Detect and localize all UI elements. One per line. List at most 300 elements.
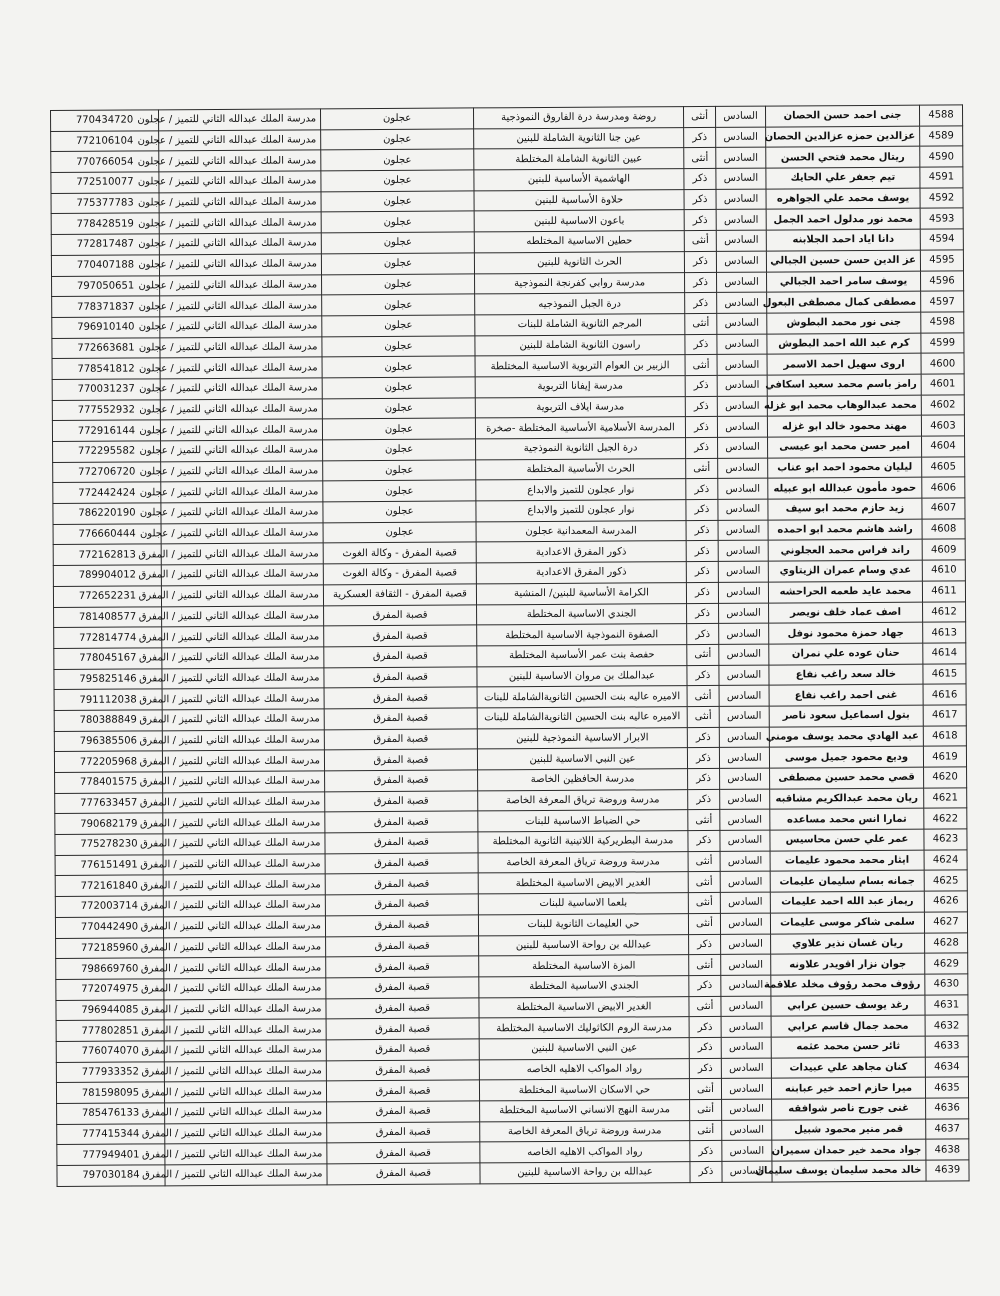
seat-number-cell: 772510077	[51, 172, 159, 193]
school-name-cell: عبدالله بن رواحة الاساسية للبنين	[480, 1162, 690, 1184]
gender-cell: أنثى	[689, 955, 721, 976]
gender-cell: ذكر	[684, 210, 716, 231]
gender-cell: أنثى	[689, 996, 721, 1017]
directorate-cell: عجلون	[321, 211, 474, 233]
gender-cell: ذكر	[684, 251, 716, 272]
directorate-cell: عجلون	[323, 522, 476, 544]
school-name-cell: المزة الاساسية المختلطة	[479, 955, 689, 977]
seat-number-cell: 795825146	[54, 668, 162, 689]
directorate-cell: عجلون	[321, 232, 474, 254]
grade-cell: السادس	[722, 1140, 772, 1161]
gender-cell: ذكر	[685, 272, 717, 293]
school-name-cell: الحرث الأساسية المختلطة	[476, 458, 686, 480]
seat-number-cell: 772916144	[52, 420, 160, 441]
exam-center-cell: مدرسة الملك عبدالله الثاني للتميز / عجلون	[159, 212, 321, 234]
exam-center-cell: مدرسة الملك عبدالله الثاني للتميز / المفرق	[162, 667, 324, 689]
exam-center-cell: مدرسة الملك عبدالله الثاني للتميز / المفرق	[165, 1102, 327, 1124]
row-number-cell: 4626	[924, 891, 967, 912]
exam-center-cell: مدرسة الملك عبدالله الثاني للتميز / عجلون	[159, 130, 321, 152]
student-name-cell: اصف عماد خلف نويصر	[769, 602, 923, 624]
gender-cell: ذكر	[684, 127, 716, 148]
directorate-cell: قصبة المفرق - وكالة الغوث	[323, 563, 476, 585]
exam-center-cell: مدرسة الملك عبدالله الثاني للتميز / المفرق	[162, 729, 324, 751]
exam-center-cell: مدرسة الملك عبدالله الثاني للتميز / المفرق	[163, 833, 325, 855]
student-name-cell: جنى نور محمد البطوش	[767, 312, 921, 334]
grade-cell: السادس	[721, 954, 771, 975]
student-name-cell: قمر منير محمود شبيل	[772, 1119, 926, 1141]
directorate-cell: قصبة المفرق	[324, 687, 477, 709]
row-number-cell: 4639	[926, 1160, 969, 1181]
student-name-cell: ليليان محمود احمد ابو عناب	[768, 457, 922, 479]
row-number-cell: 4623	[924, 829, 967, 850]
directorate-cell: عجلون	[323, 501, 476, 523]
row-number-cell: 4634	[925, 1057, 968, 1078]
seat-number-cell: 770442490	[55, 917, 163, 938]
school-name-cell: درة الجبل الثانوية النموذجية	[476, 438, 686, 460]
grade-cell: السادس	[716, 251, 766, 272]
gender-cell: ذكر	[686, 541, 718, 562]
gender-cell: ذكر	[689, 975, 721, 996]
directorate-cell: قصبة المفرق	[324, 729, 477, 751]
seat-number-cell: 777552932	[52, 399, 160, 420]
directorate-cell: عجلون	[322, 294, 475, 316]
directorate-cell: قصبة المفرق	[324, 625, 477, 647]
student-name-cell: وديع محمود جميل موسى	[769, 746, 923, 768]
gender-cell: ذكر	[690, 1161, 722, 1182]
student-name-cell: رغد يوسف حسين عرابي	[771, 995, 925, 1017]
directorate-cell: عجلون	[321, 191, 474, 213]
seat-number-cell: 772205968	[54, 751, 162, 772]
exam-center-cell: مدرسة الملك عبدالله الثاني للتميز / المفرق	[161, 564, 323, 586]
student-name-cell: جواد محمد خير حمدان سميران	[772, 1140, 926, 1162]
directorate-cell: قصبة المفرق	[325, 832, 478, 854]
student-name-cell: حنان عوده علي نمران	[769, 643, 923, 665]
directorate-cell: قصبة المفرق	[326, 1060, 479, 1082]
school-name-cell: عبدالملك بن مروان الاساسية للبنين	[477, 665, 687, 687]
student-name-cell: كنان مجاهد علي عبيدات	[771, 1057, 925, 1079]
gender-cell: ذكر	[686, 562, 718, 583]
seat-number-cell: 796385506	[54, 730, 162, 751]
student-name-cell: سلمى شاكر موسى عليمات	[770, 912, 924, 934]
row-number-cell: 4638	[926, 1139, 969, 1160]
seat-number-cell: 791112038	[54, 689, 162, 710]
school-name-cell: مدرسة الروم الكاثوليك الاساسية المختلطة	[479, 1017, 689, 1039]
grade-cell: السادس	[720, 830, 770, 851]
directorate-cell: قصبة المفرق	[326, 956, 479, 978]
seat-number-cell: 772161840	[55, 875, 163, 896]
seat-number-cell: 777415344	[57, 1124, 165, 1145]
row-number-cell: 4630	[925, 974, 968, 995]
seat-number-cell: 772652231	[53, 586, 161, 607]
grade-cell: السادس	[719, 665, 769, 686]
seat-number-cell: 790682179	[55, 813, 163, 834]
row-number-cell: 4596	[920, 270, 963, 291]
grade-cell: السادس	[720, 872, 770, 893]
student-name-cell: ريتال محمد فتحي الحسن	[766, 147, 920, 169]
grade-cell: السادس	[717, 416, 767, 437]
student-name-cell: ريان غسان نذير علاوي	[771, 933, 925, 955]
student-name-cell: خالد محمد سليمان يوسف سليمان	[772, 1160, 926, 1182]
row-number-cell: 4612	[923, 601, 966, 622]
seat-number-cell: 777802851	[56, 1020, 164, 1041]
student-name-cell: قصي محمد حسين مصطفى	[770, 767, 924, 789]
row-number-cell: 4601	[921, 374, 964, 395]
student-name-cell: راشد هاشم محمد ابو احمده	[768, 519, 922, 541]
exam-center-cell: مدرسة الملك عبدالله الثاني للتميز / عجلون	[161, 502, 323, 524]
row-number-cell: 4589	[920, 126, 963, 147]
exam-center-cell: مدرسة الملك عبدالله الثاني للتميز / المفرق	[165, 1164, 327, 1186]
directorate-cell: قصبة المفرق	[324, 749, 477, 771]
directorate-cell: قصبة المفرق - الثقافة العسكرية	[323, 584, 476, 606]
school-name-cell: حلاوة الأساسية للبنين	[474, 189, 684, 211]
seat-number-cell: 778045167	[54, 648, 162, 669]
row-number-cell: 4619	[923, 746, 966, 767]
directorate-cell: عجلون	[321, 253, 474, 275]
student-name-cell: عزالدين حمزه عزالدين الحصان	[766, 126, 920, 148]
gender-cell: أنثى	[690, 1120, 722, 1141]
exam-center-cell: مدرسة الملك عبدالله الثاني للتميز / عجلون	[161, 440, 323, 462]
row-number-cell: 4618	[923, 726, 966, 747]
grade-cell: السادس	[719, 644, 769, 665]
directorate-cell: قصبة المفرق	[326, 1080, 479, 1102]
grade-cell: السادس	[722, 1099, 772, 1120]
grade-cell: السادس	[716, 230, 766, 251]
seat-number-cell: 772162813	[53, 544, 161, 565]
exam-center-cell: مدرسة الملك عبدالله الثاني للتميز / عجلون	[159, 254, 321, 276]
directorate-cell: عجلون	[323, 480, 476, 502]
directorate-cell: عجلون	[322, 335, 475, 357]
grade-cell: السادس	[720, 768, 770, 789]
directorate-cell: قصبة المفرق	[325, 811, 478, 833]
row-number-cell: 4606	[922, 477, 965, 498]
gender-cell: أنثى	[684, 231, 716, 252]
grade-cell: السادس	[720, 809, 770, 830]
student-name-cell: بتول اسماعيل سعود ناصر	[769, 705, 923, 727]
row-number-cell: 4620	[924, 767, 967, 788]
student-name-cell: محمد عبدالوهاب محمد ابو غزله	[767, 395, 921, 417]
exam-center-cell: مدرسة الملك عبدالله الثاني للتميز / عجلون	[160, 295, 322, 317]
grade-cell: السادس	[716, 210, 766, 231]
grade-cell: السادس	[716, 168, 766, 189]
student-name-cell: مصطفى كمال مصطفى البعول	[767, 291, 921, 313]
row-number-cell: 4617	[923, 705, 966, 726]
row-number-cell: 4629	[925, 953, 968, 974]
student-name-cell: يوسف سامر احمد الجبالي	[767, 271, 921, 293]
seat-number-cell: 798669760	[56, 958, 164, 979]
grade-cell: السادس	[721, 1037, 771, 1058]
exam-center-cell: مدرسة الملك عبدالله الثاني للتميز / عجلون	[160, 398, 322, 420]
exam-center-cell: مدرسة الملك عبدالله الثاني للتميز / عجلون	[160, 357, 322, 379]
seat-number-cell: 777633457	[55, 793, 163, 814]
gender-cell: ذكر	[688, 768, 720, 789]
school-name-cell: المرجم الثانوية الشاملة للبنات	[475, 314, 685, 336]
gender-cell: ذكر	[690, 1141, 722, 1162]
grade-cell: السادس	[717, 334, 767, 355]
directorate-cell: قصبة المفرق	[326, 997, 479, 1019]
row-number-cell: 4592	[920, 188, 963, 209]
school-name-cell: رواد المواكب الاهليه الخاصه	[480, 1141, 690, 1163]
row-number-cell: 4608	[922, 519, 965, 540]
student-name-cell: ميرا حازم احمد خير عبابنه	[771, 1077, 925, 1099]
school-name-cell: عبين الثانوية الشاملة المختلطة	[474, 148, 684, 170]
grade-cell: السادس	[719, 706, 769, 727]
exam-center-cell: مدرسة الملك عبدالله الثاني للتميز / عجلون	[161, 481, 323, 503]
directorate-cell: قصبة المفرق	[326, 1018, 479, 1040]
seat-number-cell: 776151491	[55, 855, 163, 876]
directorate-cell: قصبة المفرق	[327, 1122, 480, 1144]
student-name-cell: رؤوف محمد رؤوف مخلد علاقمة	[771, 974, 925, 996]
school-name-cell: الصفوة النموذجية الاساسية المختلطة	[477, 624, 687, 646]
table-row	[57, 1160, 969, 1186]
school-name-cell: عين النبي الاساسية للبنين	[477, 748, 687, 770]
row-number-cell: 4588	[919, 105, 962, 126]
gender-cell: ذكر	[686, 437, 718, 458]
student-name-cell: جمانه بسام سليمان عليمات	[770, 871, 924, 893]
seat-number-cell: 778371837	[52, 296, 160, 317]
seat-number-cell: 770407188	[51, 255, 159, 276]
exam-center-cell: مدرسة الملك عبدالله الثاني للتميز / المفرق	[165, 1123, 327, 1145]
gender-cell: ذكر	[687, 624, 719, 645]
gender-cell: ذكر	[686, 520, 718, 541]
student-name-cell: عمر علي حسن محاسيس	[770, 829, 924, 851]
seat-number-cell: 781598095	[56, 1082, 164, 1103]
school-name-cell: المدرسة الأسلامية الأساسية المختلطة -صخرة	[475, 417, 685, 439]
row-number-cell: 4607	[922, 498, 965, 519]
school-name-cell: الاميره عاليه بنت الحسين الثانويةالشاملة للبنات	[477, 707, 687, 729]
grade-cell: السادس	[720, 892, 770, 913]
student-name-cell: كرم عبد الله احمد البطوش	[767, 333, 921, 355]
exam-center-cell: مدرسة الملك عبدالله الثاني للتميز / المفرق	[163, 812, 325, 834]
gender-cell: ذكر	[684, 168, 716, 189]
row-number-cell: 4599	[921, 332, 964, 353]
student-name-cell: اروى سهيل احمد الاسمر	[767, 353, 921, 375]
school-name-cell: الجندي الاساسية المختلطة	[477, 603, 687, 625]
exam-center-cell: مدرسة الملك عبدالله الثاني للتميز / المفرق	[163, 874, 325, 896]
row-number-cell: 4597	[921, 291, 964, 312]
grade-cell: السادس	[719, 727, 769, 748]
row-number-cell: 4614	[923, 643, 966, 664]
school-name-cell: مدرسة ايلاف التربوية	[475, 396, 685, 418]
grade-cell: السادس	[717, 272, 767, 293]
grade-cell: السادس	[718, 541, 768, 562]
gender-cell: ذكر	[687, 603, 719, 624]
school-name-cell: ذكور المفرق الاعدادية	[476, 562, 686, 584]
school-name-cell: نوار عجلون للتميز والابداع	[476, 500, 686, 522]
exam-center-cell: مدرسة الملك عبدالله الثاني للتميز / عجلون	[160, 378, 322, 400]
exam-center-cell: مدرسة الملك عبدالله الثاني للتميز / المفرق	[163, 771, 325, 793]
school-name-cell: حفصة بنت عمر الأساسية المختلطة	[477, 644, 687, 666]
seat-number-cell: 778428519	[51, 213, 159, 234]
row-number-cell: 4594	[920, 229, 963, 250]
student-name-cell: محمد نور مدلول احمد الجمل	[766, 209, 920, 231]
row-number-cell: 4635	[925, 1077, 968, 1098]
row-number-cell: 4624	[924, 850, 967, 871]
directorate-cell: قصبة المفرق	[327, 1163, 480, 1185]
row-number-cell: 4631	[925, 994, 968, 1015]
exam-center-cell: مدرسة الملك عبدالله الثاني للتميز / المفرق	[164, 1019, 326, 1041]
school-name-cell: عبدالله بن رواحة الاساسية للبنين	[479, 934, 689, 956]
row-number-cell: 4637	[926, 1119, 969, 1140]
directorate-cell: قصبة المفرق	[324, 708, 477, 730]
row-number-cell: 4622	[924, 808, 967, 829]
seat-number-cell: 772442424	[53, 482, 161, 503]
directorate-cell: قصبة المفرق	[324, 646, 477, 668]
directorate-cell: قصبة المفرق	[327, 1101, 480, 1123]
student-name-cell: تيم جعفر علي الحايك	[766, 167, 920, 189]
grade-cell: السادس	[718, 582, 768, 603]
gender-cell: أنثى	[688, 913, 720, 934]
gender-cell: ذكر	[686, 582, 718, 603]
seat-number-cell: 777933352	[56, 1061, 164, 1082]
grade-cell: السادس	[716, 148, 766, 169]
school-name-cell: مدرسة إيفانا التربوية	[475, 376, 685, 398]
school-name-cell: الكرامة الأساسية للبنين/ المنشية	[476, 582, 686, 604]
grade-cell: السادس	[719, 747, 769, 768]
grade-cell: السادس	[719, 623, 769, 644]
row-number-cell: 4610	[922, 560, 965, 581]
school-name-cell: الغدير الابيض الاساسية المختلطة	[479, 996, 689, 1018]
seat-number-cell: 777949401	[57, 1144, 165, 1165]
school-name-cell: باعون الاساسية للبنين	[474, 210, 684, 232]
seat-number-cell: 778541812	[52, 358, 160, 379]
student-name-cell: راند فراس محمد العجلوني	[768, 540, 922, 562]
gender-cell: ذكر	[688, 830, 720, 851]
grade-cell: السادس	[721, 975, 771, 996]
directorate-cell: عجلون	[322, 356, 475, 378]
directorate-cell: عجلون	[322, 398, 475, 420]
exam-center-cell: مدرسة الملك عبدالله الثاني للتميز / المفرق	[162, 688, 324, 710]
school-name-cell: الحرث الثانوية للبنين	[474, 251, 684, 273]
seat-number-cell: 770766054	[51, 151, 159, 172]
directorate-cell: قصبة المفرق - وكالة الغوث	[323, 542, 476, 564]
exam-center-cell: مدرسة الملك عبدالله الثاني للتميز / المفرق	[161, 543, 323, 565]
directorate-cell: قصبة المفرق	[325, 894, 478, 916]
gender-cell: ذكر	[685, 293, 717, 314]
student-name-cell: رامز باسم محمد سعيد اسكافي	[767, 374, 921, 396]
grade-cell: السادس	[722, 1120, 772, 1141]
row-number-cell: 4613	[923, 622, 966, 643]
row-number-cell: 4604	[922, 436, 965, 457]
exam-center-cell: مدرسة الملك عبدالله الثاني للتميز / المفرق	[164, 978, 326, 1000]
student-name-cell: جهاد حمزة محمود نوفل	[769, 622, 923, 644]
gender-cell: أنثى	[688, 893, 720, 914]
exam-center-cell: مدرسة الملك عبدالله الثاني للتميز / المفرق	[162, 647, 324, 669]
student-name-cell: غنى جورج ناصر شوافقه	[772, 1098, 926, 1120]
grade-cell: السادس	[721, 1016, 771, 1037]
grade-cell: السادس	[717, 354, 767, 375]
row-number-cell: 4616	[923, 684, 966, 705]
seat-number-cell: 785476133	[57, 1103, 165, 1124]
gender-cell: ذكر	[689, 1058, 721, 1079]
seat-number-cell: 778401575	[55, 772, 163, 793]
school-name-cell: مدرسة الحافظين الخاصة	[478, 769, 688, 791]
student-name-cell: محمد عايد طعمه الحراحشه	[768, 581, 922, 603]
school-name-cell: حطين الاساسية المختلطه	[474, 231, 684, 253]
seat-number-cell: 797050651	[52, 275, 160, 296]
directorate-cell: عجلون	[321, 149, 474, 171]
student-name-cell: محمد جمال قاسم عرابي	[771, 1015, 925, 1037]
student-name-cell: عبد الهادي محمد يوسف مومني	[769, 726, 923, 748]
grade-cell: السادس	[718, 437, 768, 458]
student-name-cell: غنى احمد راغب نفاع	[769, 684, 923, 706]
seat-number-cell: 772074975	[56, 979, 164, 1000]
directorate-cell: عجلون	[323, 439, 476, 461]
gender-cell: ذكر	[684, 189, 716, 210]
grade-cell: السادس	[722, 1161, 772, 1182]
seat-number-cell: 796944085	[56, 999, 164, 1020]
grade-cell: السادس	[717, 396, 767, 417]
row-number-cell: 4628	[925, 932, 968, 953]
row-number-cell: 4625	[924, 870, 967, 891]
directorate-cell: قصبة المفرق	[325, 873, 478, 895]
school-name-cell: عين النبي الاساسية للبنين	[479, 1038, 689, 1060]
seat-number-cell: 776660444	[53, 524, 161, 545]
grade-cell: السادس	[717, 375, 767, 396]
exam-center-cell: مدرسة الملك عبدالله الثاني للتميز / المفرق	[163, 916, 325, 938]
seat-number-cell: 770031237	[52, 379, 160, 400]
row-number-cell: 4602	[921, 395, 964, 416]
grade-cell: السادس	[720, 851, 770, 872]
gender-cell: أنثى	[687, 644, 719, 665]
row-number-cell: 4600	[921, 353, 964, 374]
row-number-cell: 4611	[922, 581, 965, 602]
exam-center-cell: مدرسة الملك عبدالله الثاني للتميز / المفرق	[163, 895, 325, 917]
row-number-cell: 4603	[921, 415, 964, 436]
school-name-cell: نوار عجلون للتميز والابداع	[476, 479, 686, 501]
seat-number-cell: 781408577	[54, 606, 162, 627]
student-name-cell: خالد سعد راغب نفاع	[769, 664, 923, 686]
roster-body	[51, 105, 970, 1186]
exam-center-cell: مدرسة الملك عبدالله الثاني للتميز / عجلون	[161, 523, 323, 545]
directorate-cell: قصبة المفرق	[325, 791, 478, 813]
row-number-cell: 4595	[920, 250, 963, 271]
student-name-cell: عز الدين حسن حسين الجبالي	[766, 250, 920, 272]
exam-center-cell: مدرسة الملك عبدالله الثاني للتميز / عجلون	[159, 150, 321, 172]
exam-center-cell: مدرسة الملك عبدالله الثاني للتميز / المفرق	[163, 792, 325, 814]
directorate-cell: قصبة المفرق	[324, 604, 477, 626]
directorate-cell: عجلون	[320, 108, 473, 130]
exam-center-cell: مدرسة الملك عبدالله الثاني للتميز / عجلون	[160, 274, 322, 296]
school-name-cell: مدرسة البطريركية اللاتينية الثانوية المختلطة	[478, 831, 688, 853]
directorate-cell: قصبة المفرق	[326, 935, 479, 957]
gender-cell: ذكر	[689, 1017, 721, 1038]
directorate-cell: قصبة المفرق	[326, 1039, 479, 1061]
seat-number-cell: 772817487	[51, 234, 159, 255]
student-name-cell: مهند محمود خالد ابو غزله	[767, 415, 921, 437]
directorate-cell: قصبة المفرق	[327, 1142, 480, 1164]
school-name-cell: الهاشمية الأساسية للبنين	[474, 169, 684, 191]
gender-cell: أنثى	[685, 313, 717, 334]
exam-center-cell: مدرسة الملك عبدالله الثاني للتميز / عجلون	[159, 192, 321, 214]
student-name-cell: ايثار محمد محمود عليمات	[770, 850, 924, 872]
student-name-cell: امير حسن محمد ابو عيسى	[768, 436, 922, 458]
grade-cell: السادس	[720, 789, 770, 810]
directorate-cell: عجلون	[322, 377, 475, 399]
school-name-cell: حي الاسكان الاساسية المختلطة	[479, 1079, 689, 1101]
gender-cell: أنثى	[688, 851, 720, 872]
school-name-cell: مدرسة النهج الانساني الاساسية المختلطة	[480, 1100, 690, 1122]
row-number-cell: 4591	[920, 167, 963, 188]
school-name-cell: الابرار الاساسية النموذجية للبنين	[477, 727, 687, 749]
exam-center-cell: مدرسة الملك عبدالله الثاني للتميز / المفرق	[165, 1143, 327, 1165]
gender-cell: ذكر	[685, 396, 717, 417]
gender-cell: ذكر	[687, 727, 719, 748]
exam-center-cell: مدرسة الملك عبدالله الثاني للتميز / عجلون	[160, 316, 322, 338]
exam-center-cell: مدرسة الملك عبدالله الثاني للتميز / المفرق	[164, 1081, 326, 1103]
seat-number-cell: 772185960	[56, 937, 164, 958]
directorate-cell: عجلون	[321, 129, 474, 151]
seat-number-cell: 775377783	[51, 193, 159, 214]
